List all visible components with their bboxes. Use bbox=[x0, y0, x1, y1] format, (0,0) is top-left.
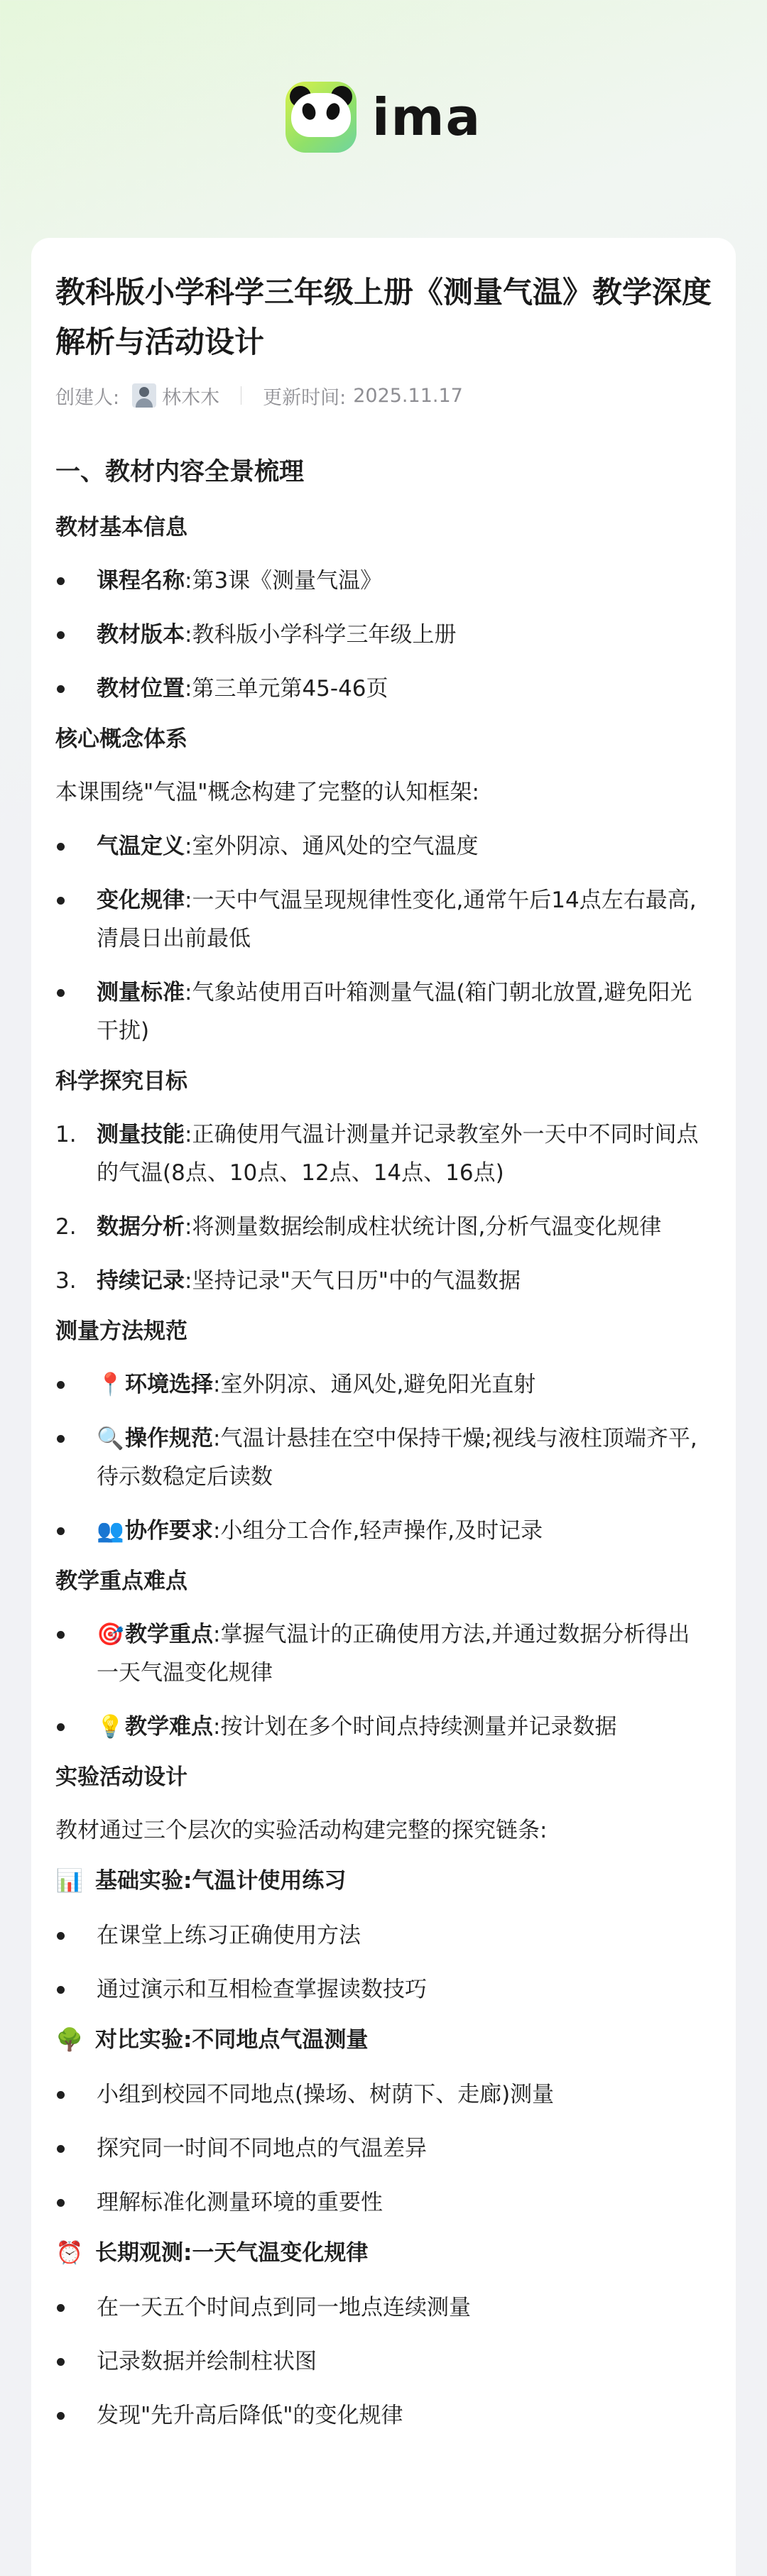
list-item: 📍环境选择:室外阴凉、通风处,避免阳光直射 bbox=[55, 1365, 712, 1404]
magnifier-icon: 🔍 bbox=[97, 1426, 124, 1451]
activity-list bbox=[55, 1916, 712, 2009]
methods-heading: 测量方法规范 bbox=[55, 1319, 187, 1344]
list-item: 💡教学难点:按计划在多个时间点持续测量并记录数据 bbox=[55, 1708, 712, 1746]
updated-label: 更新时间: bbox=[263, 386, 347, 409]
goals-heading: 科学探究目标 bbox=[55, 1069, 187, 1094]
core-concepts-list bbox=[55, 827, 712, 1050]
brand-name: ima bbox=[371, 87, 482, 147]
list-item: 1. 测量技能:正确使用气温计测量并记录教室外一天中不同时间点的气温(8点、10点、12点、14点、16点) bbox=[55, 1122, 699, 1186]
basic-info-heading: 教材基本信息 bbox=[55, 515, 187, 540]
list-item: 2. 数据分析:将测量数据绘制成柱状统计图,分析气温变化规律 bbox=[55, 1214, 662, 1240]
activity-list bbox=[55, 2075, 712, 2222]
brand-logo bbox=[285, 82, 482, 153]
list-item: 教材版本:教科版小学科学三年级上册 bbox=[55, 616, 712, 654]
list-item: 小组到校园不同地点(操场、树荫下、走廊)测量 bbox=[55, 2075, 712, 2114]
updated-time: 2025.11.17 bbox=[353, 384, 463, 407]
list-item: 在一天五个时间点到同一地点连续测量 bbox=[55, 2288, 712, 2327]
list-item: 变化规律:一天中气温呈现规律性变化,通常午后14点左右最高,清晨日出前最低 bbox=[55, 881, 712, 958]
activity-list bbox=[55, 2288, 712, 2435]
list-item: 课程名称:第3课《测量气温》 bbox=[55, 562, 712, 600]
list-item: 测量标准:气象站使用百叶箱测量气温(箱门朝北放置,避免阳光干扰) bbox=[55, 973, 712, 1050]
list-item: 🔍操作规范:气温计悬挂在空中保持干燥;视线与液柱顶端齐平,待示数稳定后读数 bbox=[55, 1419, 712, 1496]
focus-list bbox=[55, 1615, 712, 1746]
activities-intro: 教材通过三个层次的实验活动构建完整的探究链条: bbox=[55, 1818, 548, 1843]
goals-list bbox=[55, 1115, 712, 1300]
list-item: 记录数据并绘制柱状图 bbox=[55, 2342, 712, 2381]
activity-group-heading: 🌳 对比实验:不同地点气温测量 bbox=[55, 2024, 712, 2056]
creator-name[interactable]: 林木木 bbox=[162, 386, 220, 409]
document-title: 教科版小学科学三年级上册《测量气温》教学深度解析与活动设计 bbox=[55, 275, 712, 359]
list-item: 教材位置:第三单元第45-46页 bbox=[55, 670, 712, 708]
list-item: 🎯教学重点:掌握气温计的正确使用方法,并通过数据分析得出一天气温变化规律 bbox=[55, 1615, 712, 1692]
list-item: 3. 持续记录:坚持记录"天气日历"中的气温数据 bbox=[55, 1268, 521, 1294]
list-item: 👥协作要求:小组分工合作,轻声操作,及时记录 bbox=[55, 1512, 712, 1550]
document-meta bbox=[55, 381, 712, 410]
document-card bbox=[31, 238, 736, 2576]
list-item: 探究同一时间不同地点的气温差异 bbox=[55, 2129, 712, 2168]
target-icon: 🎯 bbox=[97, 1622, 124, 1647]
core-concepts-intro: 本课围绕"气温"概念构建了完整的认知框架: bbox=[55, 780, 479, 805]
section-heading: 一、教材内容全景梳理 bbox=[55, 458, 305, 486]
panda-logo-icon bbox=[285, 82, 357, 153]
pin-icon: 📍 bbox=[97, 1372, 124, 1397]
core-concepts-heading: 核心概念体系 bbox=[55, 726, 187, 752]
people-icon: 👥 bbox=[97, 1518, 124, 1544]
list-item: 发现"先升高后降低"的变化规律 bbox=[55, 2396, 712, 2435]
tree-icon: 🌳 bbox=[55, 2027, 84, 2053]
app-header bbox=[0, 0, 767, 234]
avatar bbox=[132, 383, 156, 408]
creator-label: 创建人: bbox=[55, 386, 120, 409]
list-item: 通过演示和互相检查掌握读数技巧 bbox=[55, 1970, 712, 2009]
list-item: 理解标准化测量环境的重要性 bbox=[55, 2183, 712, 2222]
activities-heading: 实验活动设计 bbox=[55, 1764, 187, 1790]
document-content bbox=[55, 455, 712, 2435]
activity-group-heading: 📊 基础实验:气温计使用练习 bbox=[55, 1865, 712, 1896]
methods-list bbox=[55, 1365, 712, 1550]
basic-info-list bbox=[55, 562, 712, 708]
bar-chart-icon: 📊 bbox=[55, 1868, 84, 1894]
list-item: 在课堂上练习正确使用方法 bbox=[55, 1916, 712, 1955]
focus-heading: 教学重点难点 bbox=[55, 1568, 187, 1594]
lightbulb-icon: 💡 bbox=[97, 1714, 124, 1740]
list-item: 气温定义:室外阴凉、通风处的空气温度 bbox=[55, 827, 712, 866]
activity-group-heading: ⏰ 长期观测:一天气温变化规律 bbox=[55, 2237, 712, 2269]
alarm-clock-icon: ⏰ bbox=[55, 2240, 84, 2266]
